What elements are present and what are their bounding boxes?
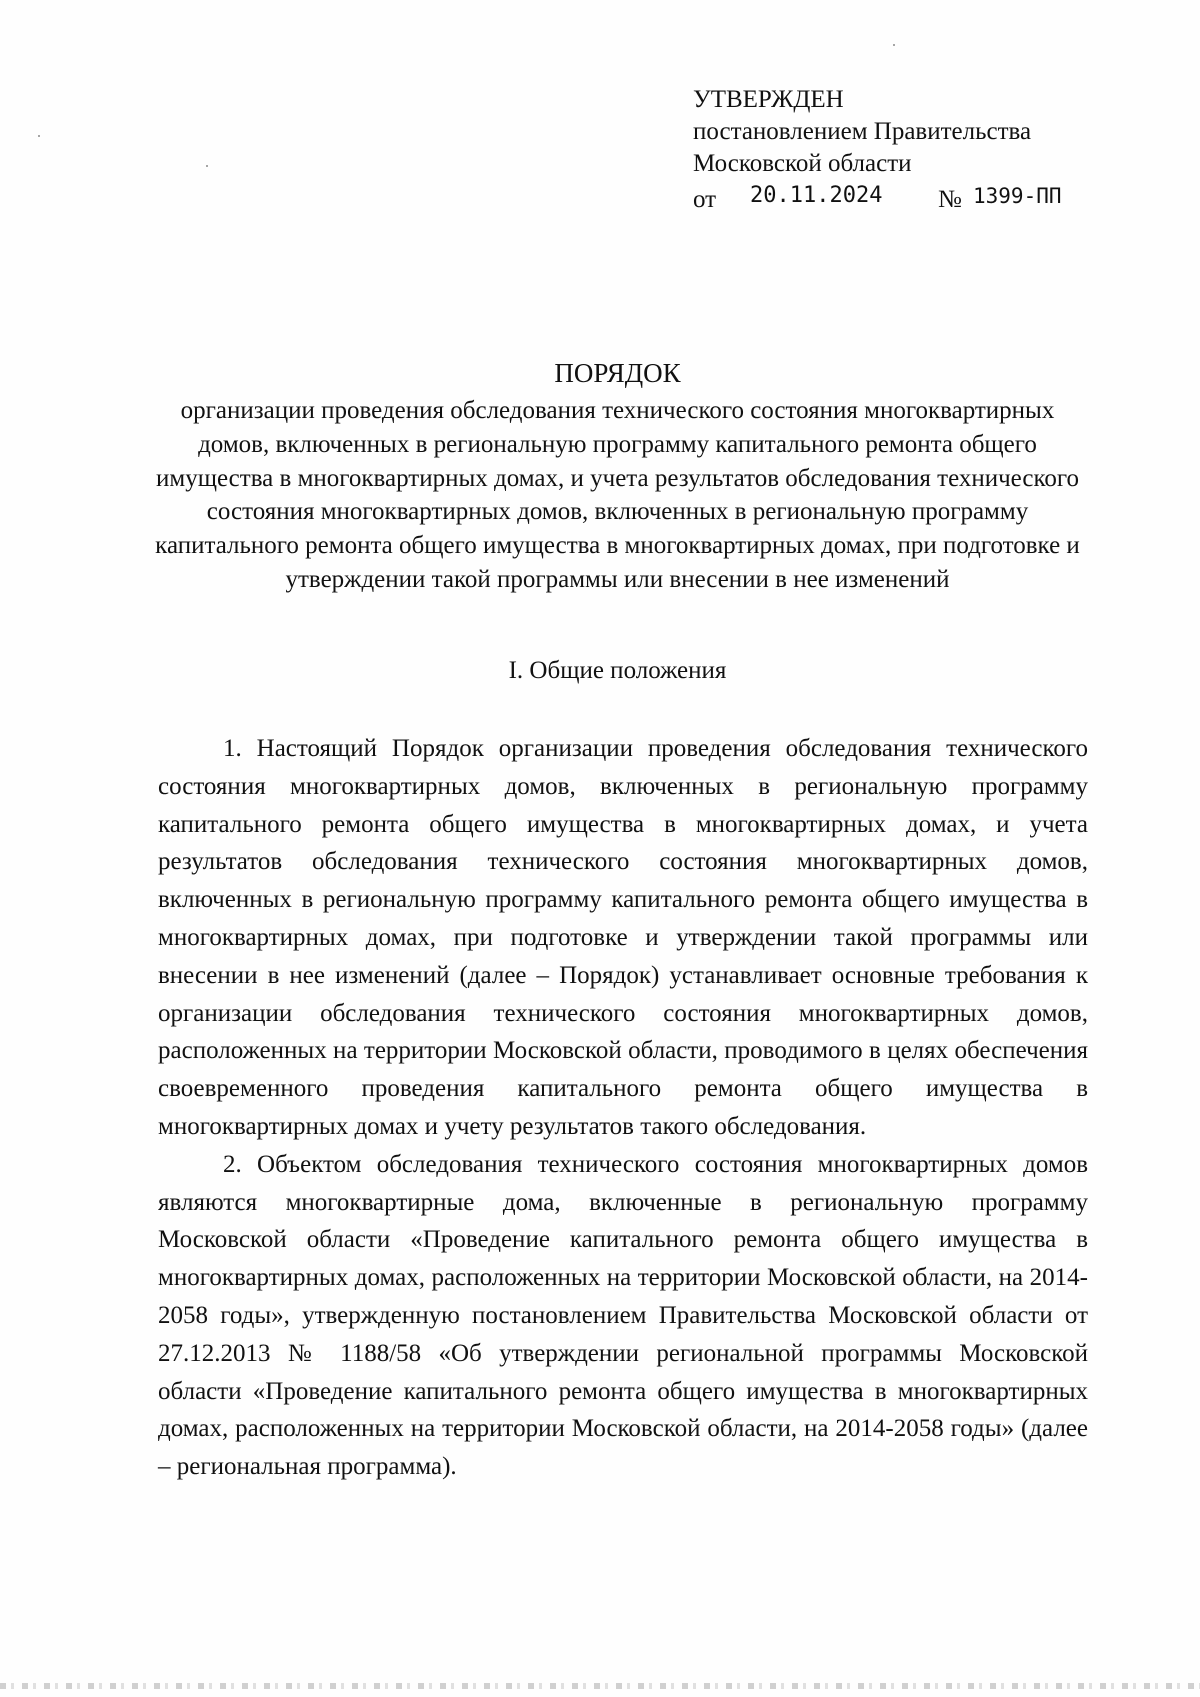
approval-number: 1399-ПП	[973, 184, 1062, 208]
approval-date: 20.11.2024	[750, 183, 883, 208]
paragraph-2: 2. Объектом обследования технического состояния многоквартирных домов являются многоквартирные дома, включенные в региональную программу Московской области «Проведение капитального ремонта общего имущества в многоквартирных домах, расположенных на территории Московской области, на 2014-2058 годы», утвержденную постановлением Правительства Московской области от 27.12.2013 № 1188/58 «Об утверждении региональной программы Московской области «Проведение капитального ремонта общего имущества в многоквартирных домах, расположенных на территории Московской области, на 2014-2058 годы» (далее – региональная программа).	[158, 1150, 1088, 1481]
approval-title: УТВЕРЖДЕН	[693, 86, 844, 113]
approval-stamp-block	[693, 84, 1113, 216]
scan-speck	[893, 44, 895, 46]
approval-date-row	[693, 180, 1113, 216]
scan-edge-artifact	[0, 1683, 1200, 1689]
document-body	[158, 730, 1088, 1486]
document-title: ПОРЯДОК	[554, 358, 681, 388]
scan-speck	[206, 165, 208, 167]
scan-speck	[38, 135, 40, 137]
section-heading: I. Общие положения	[508, 657, 727, 684]
approval-line-region: Московской области	[693, 150, 912, 177]
approval-number-sign: №	[938, 186, 962, 213]
approval-line-government: постановлением Правительства	[693, 118, 1032, 145]
document-subtitle: организации проведения обследования технического состояния многоквартирных домов, включенных в региональную программу капитального ремонта общего имущества в многоквартирных домах, и учета результатов обследования технического состояния многоквартирных домов, включенных в региональную программу капитального ремонта общего имущества в многоквартирных домах, при подготовке и утверждении такой программы или внесении в нее изменений	[155, 397, 1080, 593]
approval-from-label: от	[693, 186, 717, 213]
paragraph-1: 1. Настоящий Порядок организации проведения обследования технического состояния многоквартирных домов, включенных в региональную программу капитального ремонта общего имущества в многоквартирных домах, и учета результатов обследования технического состояния многоквартирных домов, включенных в региональную программу капитального ремонта общего имущества в многоквартирных домах, при подготовке и утверждении такой программы или внесении в нее изменений (далее – Порядок) устанавливает основные требования к организации обследования технического состояния многоквартирных домов, расположенных на территории Московской области, проводимого в целях обеспечения своевременного проведения капитального ремонта общего имущества в многоквартирных домах и учету результатов такого обследования.	[158, 735, 1088, 1140]
